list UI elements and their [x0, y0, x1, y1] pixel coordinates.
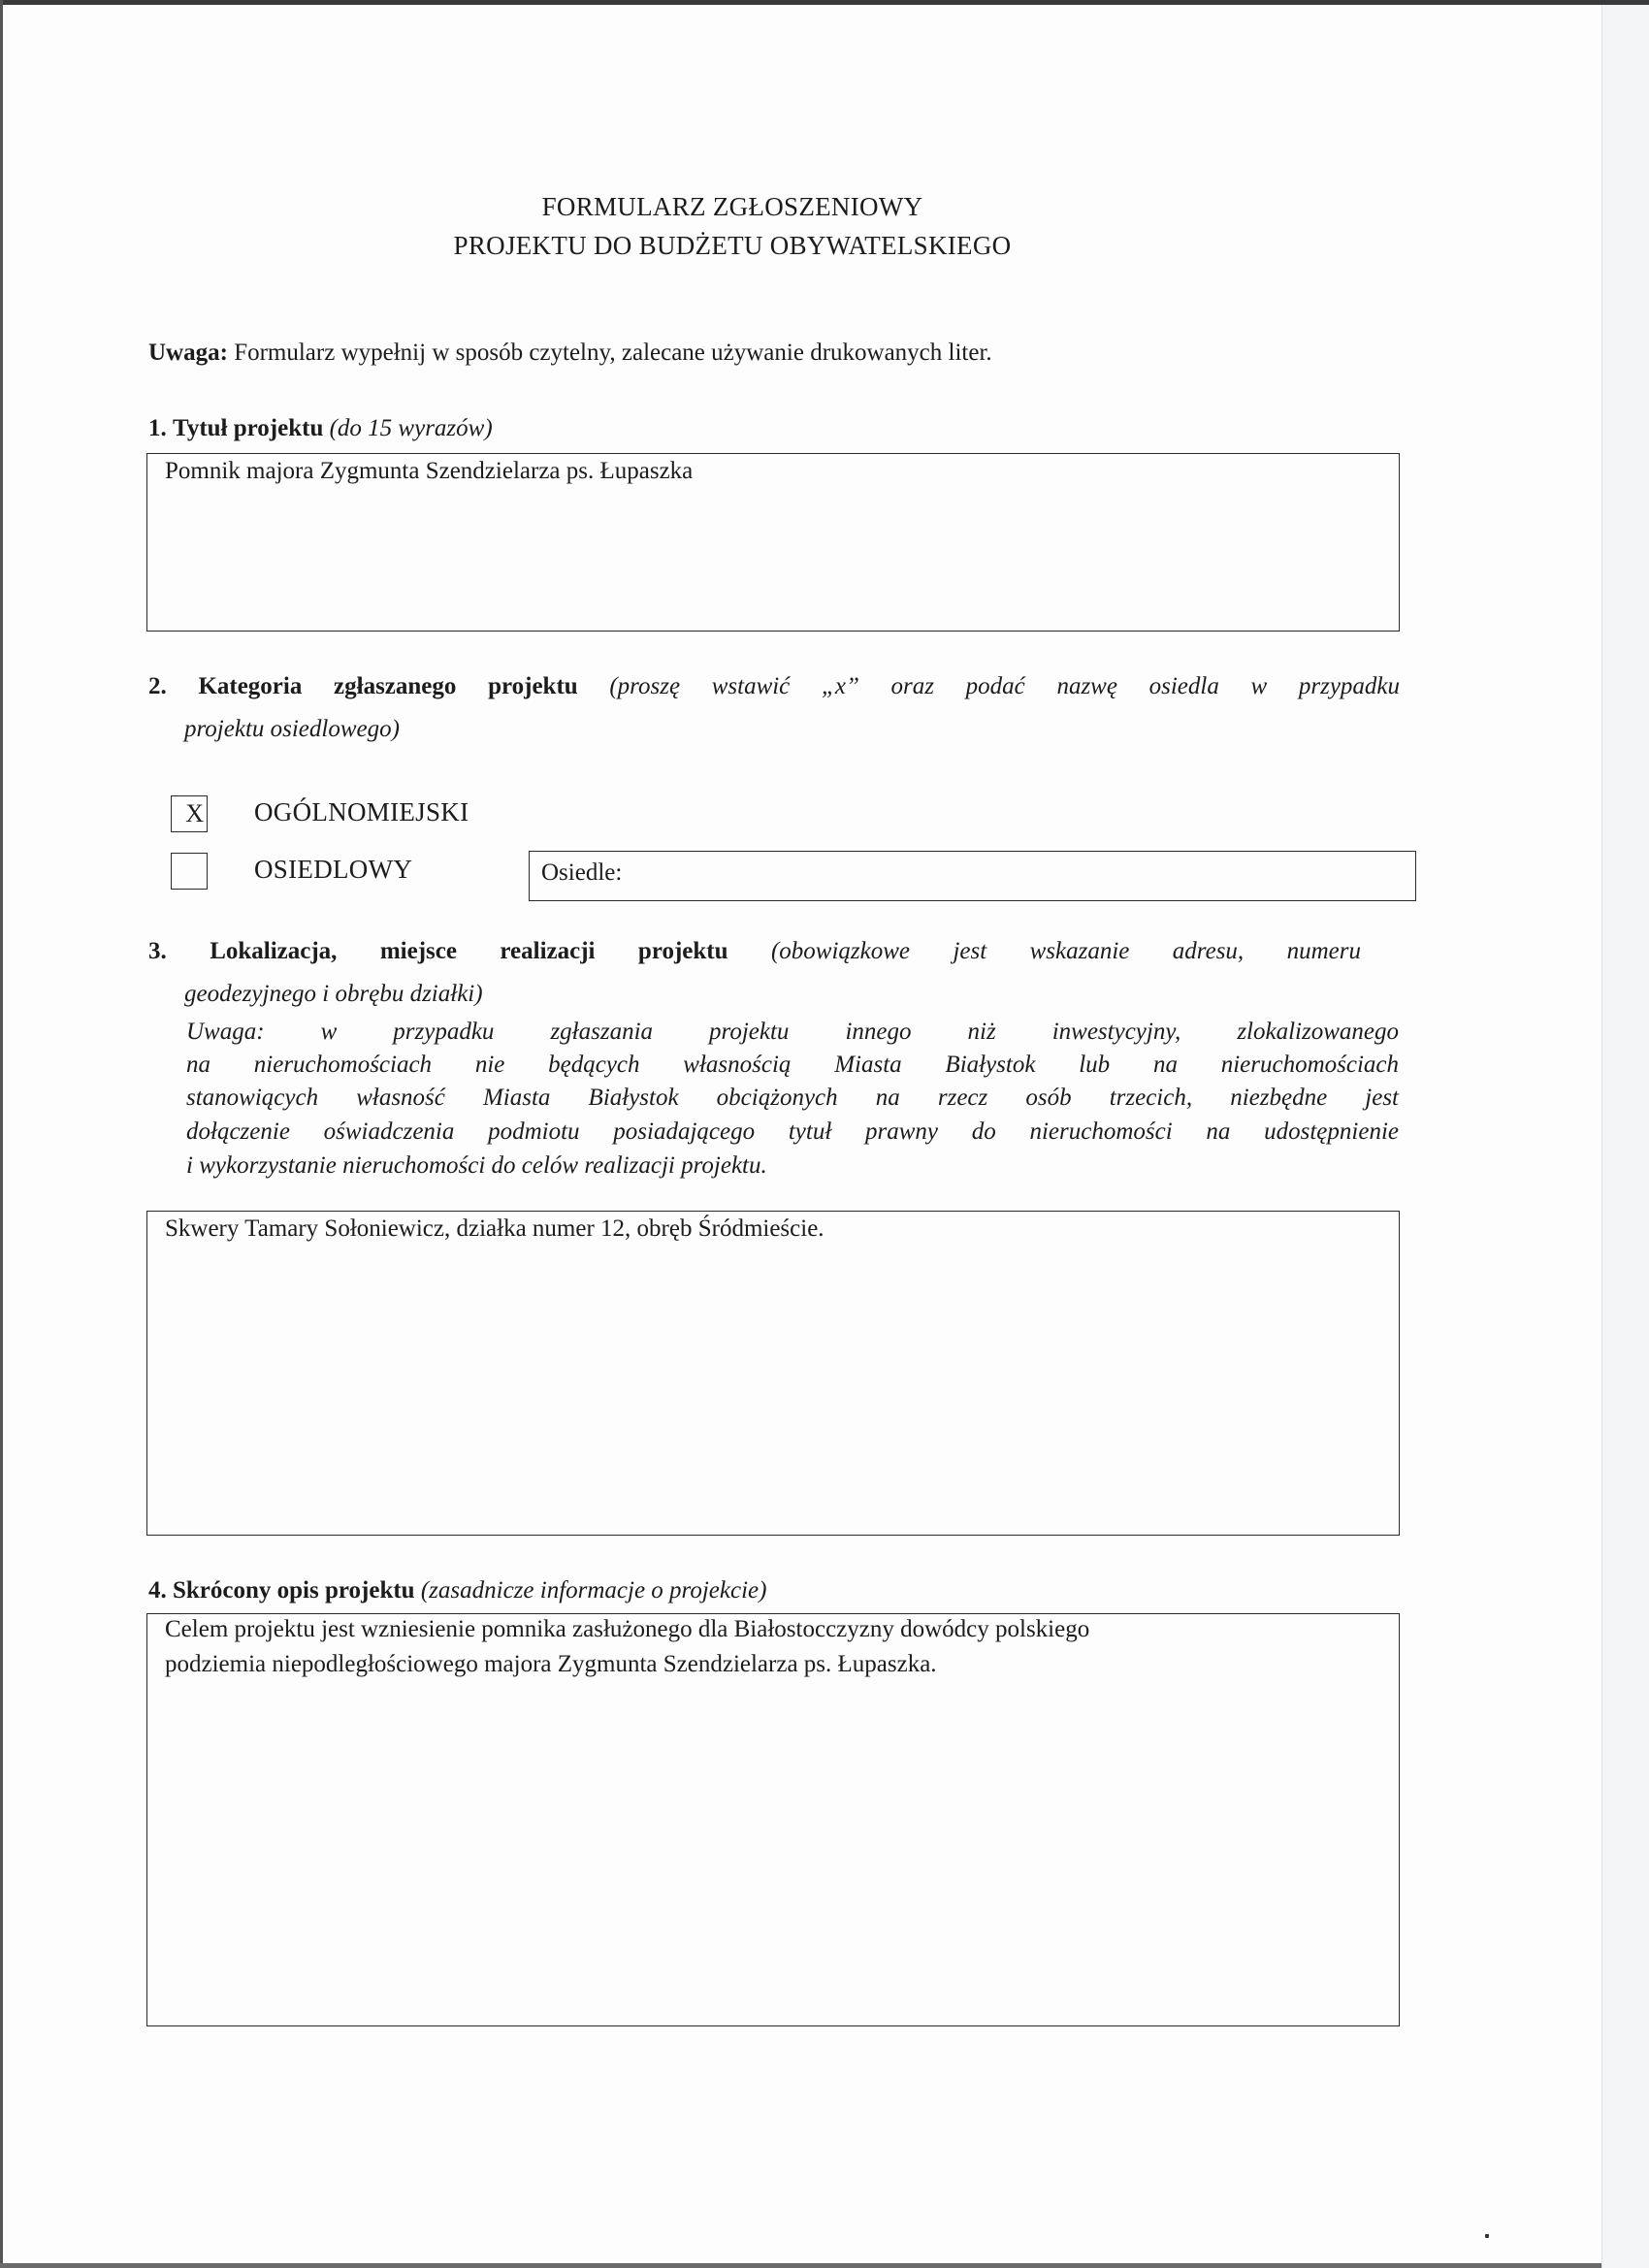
section3-note-line4: dołączenie oświadczenia podmiotu posiadającego tytuł prawny do nieruchomości na udostępnienie [186, 1118, 1399, 1145]
description-line1: Celem projektu jest wzniesienie pomnika zasłużonego dla Białostocczyzny dowódcy polskiego [165, 1616, 1090, 1642]
section2-hint-line1: (proszę wstawić „x” oraz podać nazwę osiedla w przypadku [609, 673, 1401, 699]
form-title-line2: PROJEKTU DO BUDŻETU OBYWATELSKIEGO [453, 231, 1012, 260]
section3-heading [148, 938, 1361, 965]
section2-hint-line2: projektu osiedlowego) [184, 716, 400, 742]
checkbox-ogolnomiejski[interactable] [171, 795, 208, 832]
section1-number: 1. [148, 415, 167, 441]
section3-label: Lokalizacja, miejsce realizacji projektu [210, 938, 728, 964]
scan-edge-bottom [0, 2263, 1601, 2268]
section4-heading [148, 1577, 766, 1604]
section3-number: 3. [148, 938, 167, 964]
location-value: Skwery Tamary Sołoniewicz, działka numer 12, obręb Śródmieście. [165, 1215, 824, 1242]
section3-note-line1: Uwaga: w przypadku zgłaszania projektu innego niż inwestycyjny, zlokalizowanego [186, 1019, 1399, 1045]
project-title-value: Pomnik majora Zygmunta Szendzielarza ps. Łupaszka [165, 458, 694, 484]
notice-label: Uwaga: [148, 340, 228, 366]
description-field[interactable] [146, 1613, 1400, 2026]
section2-number: 2. [148, 673, 167, 699]
option-label-ogolnomiejski: OGÓLNOMIEJSKI [254, 797, 469, 826]
scan-speck [1485, 2234, 1489, 2238]
section4-hint: (zasadnicze informacje o projekcie) [420, 1577, 767, 1604]
location-field[interactable] [146, 1211, 1400, 1536]
section4-number: 4. [148, 1577, 167, 1604]
section3-note-line3: stanowiących własność Miasta Białystok obciążonych na rzecz osób trzecich, niezbędne jest [186, 1085, 1399, 1111]
checkbox-mark: X [185, 799, 204, 827]
section3-note-line5: i wykorzystanie nieruchomości do celów realizacji projektu. [186, 1152, 767, 1179]
section3-note-line2: na nieruchomościach nie będących własnością Miasta Białystok lub na nieruchomościach [186, 1052, 1399, 1078]
section2-heading [148, 673, 1400, 700]
description-line2: podziemia niepodległościowego majora Zygmunta Szendzielarza ps. Łupaszka. [165, 1651, 937, 1677]
section1-hint: (do 15 wyrazów) [329, 415, 493, 441]
section1-heading [148, 415, 493, 442]
project-title-field[interactable] [146, 453, 1400, 632]
osiedle-field[interactable] [529, 851, 1416, 901]
section3-hint-line2: geodezyjnego i obrębu działki) [184, 981, 483, 1007]
form-title-line1: FORMULARZ ZGŁOSZENIOWY [541, 192, 923, 221]
scan-edge-top [0, 0, 1649, 5]
scan-edge-left [0, 0, 3, 2268]
section2-label: Kategoria zgłaszanego projektu [198, 673, 578, 699]
scan-edge-right [1601, 5, 1649, 2268]
section4-label: Skrócony opis projektu [173, 1577, 415, 1604]
osiedle-label: Osiedle: [541, 859, 623, 886]
notice [148, 340, 992, 367]
section3-hint-line1: (obowiązkowe jest wskazanie adresu, numeru [770, 938, 1361, 964]
checkbox-osiedlowy[interactable] [171, 853, 208, 890]
notice-text: Formularz wypełnij w sposób czytelny, zalecane używanie drukowanych liter. [227, 340, 992, 366]
section1-label: Tytuł projektu [173, 415, 324, 441]
option-label-osiedlowy: OSIEDLOWY [254, 855, 413, 884]
